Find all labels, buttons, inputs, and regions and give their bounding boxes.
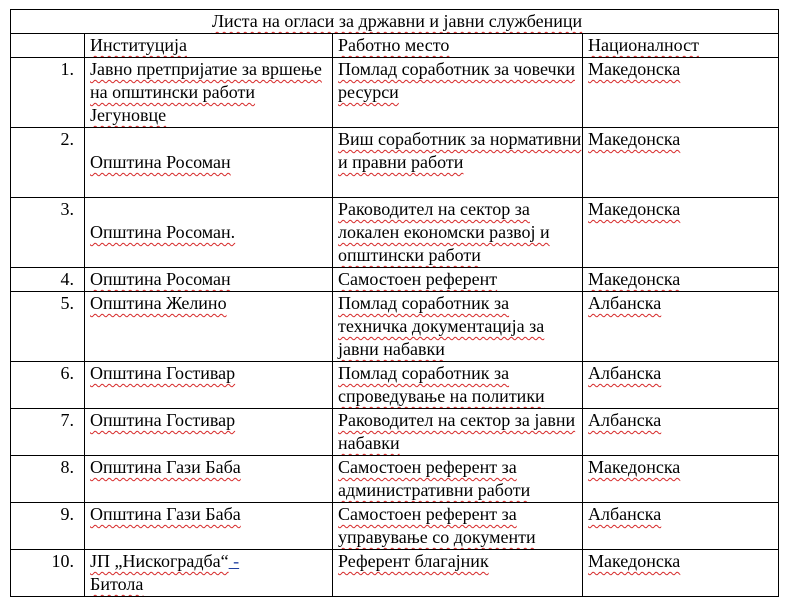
table-row	[11, 503, 779, 550]
row-position: Самостоен референт за управување со документи	[333, 503, 583, 550]
row-nationality: Македонска	[583, 128, 779, 198]
row-nationality: Македонска	[583, 58, 779, 128]
table-row	[11, 292, 779, 362]
row-position: Виш соработник за нормативни и правни работи	[333, 128, 583, 198]
table-row	[11, 128, 779, 198]
row-number: 5.	[11, 292, 85, 362]
table-row	[11, 198, 779, 268]
row-number: 2.	[11, 128, 85, 198]
table-row	[11, 58, 779, 128]
row-institution: Општина Гази Баба	[85, 503, 333, 550]
row-position: Помлад соработник за човечки ресурси	[333, 58, 583, 128]
row-position: Помлад соработник за спроведување на политики	[333, 362, 583, 409]
title-row	[11, 10, 779, 34]
header-nationality-cell	[583, 34, 779, 58]
row-nationality: Албанска	[583, 409, 779, 456]
row-institution: Општина Гази Баба	[85, 456, 333, 503]
row-number: 7.	[11, 409, 85, 456]
row-position: Помлад соработник за техничка документација за јавни набавки	[333, 292, 583, 362]
row-number: 4.	[11, 268, 85, 292]
header-nationality: Националност	[588, 35, 699, 55]
row-number: 8.	[11, 456, 85, 503]
row-position: Раководител на сектор за јавни набавки	[333, 409, 583, 456]
table-row	[11, 550, 779, 597]
row-number: 6.	[11, 362, 85, 409]
row-institution: Општина Гостивар	[85, 409, 333, 456]
row-institution: Јавно претпријатие за вршење на општински работи Јегуновце	[85, 58, 333, 128]
header-institution-cell	[85, 34, 333, 58]
row-nationality: Албанска	[583, 503, 779, 550]
row-institution: ЈП „Нискоградба“ - Битола	[85, 550, 333, 597]
row-number: 9.	[11, 503, 85, 550]
row-nationality: Македонска	[583, 268, 779, 292]
row-nationality: Албанска	[583, 362, 779, 409]
row-institution: Општина Росоман.	[85, 198, 333, 268]
header-number	[11, 34, 85, 58]
header-position-cell	[333, 34, 583, 58]
row-number: 10.	[11, 550, 85, 597]
header-row	[11, 34, 779, 58]
table-title: Листа на огласи за државни и јавни службеници	[211, 11, 583, 31]
table-row	[11, 409, 779, 456]
row-nationality: Македонска	[583, 550, 779, 597]
row-position: Референт благајник	[333, 550, 583, 597]
row-position: Раководител на сектор за локален економски развој и општински работи	[333, 198, 583, 268]
row-nationality: Албанска	[583, 292, 779, 362]
hyperlink-dash[interactable]: -	[228, 551, 240, 571]
header-position: Работно место	[338, 35, 450, 55]
row-nationality: Македонска	[583, 456, 779, 503]
row-number: 1.	[11, 58, 85, 128]
table-title-cell	[11, 10, 779, 34]
row-institution: Општина Росоман	[85, 268, 333, 292]
job-listings-table	[10, 9, 779, 597]
table-row	[11, 268, 779, 292]
row-institution: Општина Росоман	[85, 128, 333, 198]
row-institution: Општина Гостивар	[85, 362, 333, 409]
row-number: 3.	[11, 198, 85, 268]
row-nationality: Македонска	[583, 198, 779, 268]
row-position: Самостоен референт	[333, 268, 583, 292]
table-row	[11, 362, 779, 409]
row-institution: Општина Желино	[85, 292, 333, 362]
row-position: Самостоен референт за административни работи	[333, 456, 583, 503]
table-row	[11, 456, 779, 503]
header-institution: Институција	[90, 35, 188, 55]
